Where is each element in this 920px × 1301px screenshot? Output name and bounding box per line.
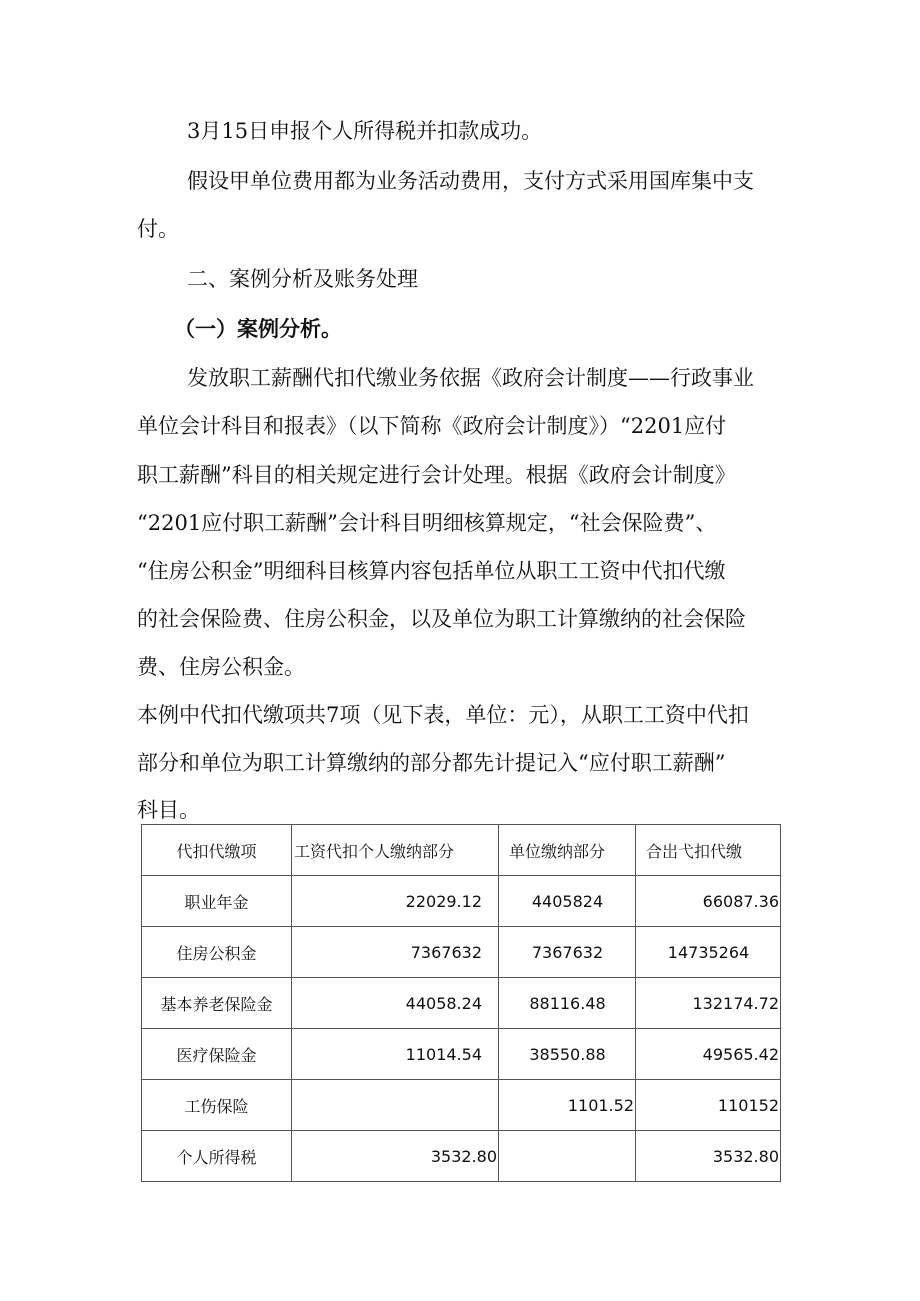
cell-item: 基本养老保险金 [142,978,292,1029]
header-total: 合岀弋扣代缴 [636,825,781,876]
cell-total: 110152 [636,1080,781,1131]
paragraph-example-line3: 科目。 [137,798,200,822]
cell-total: 14735264 [636,927,781,978]
cell-total: 66087.36 [636,876,781,927]
cell-personal: 7367632 [292,927,499,978]
cell-unit [499,1131,636,1182]
cell-personal: 22029.12 [292,876,499,927]
cell-total: 132174.72 [636,978,781,1029]
cell-unit: 4405824 [499,876,636,927]
cell-item: 医疗保险金 [142,1029,292,1080]
cell-item: 个人所得税 [142,1131,292,1182]
table-header-row [142,825,781,876]
cell-personal: 11014.54 [292,1029,499,1080]
table-row [142,978,781,1029]
paragraph-basis-line6: 的社会保险费、住房公积金，以及单位为职工计算缴纳的社会保险 [137,607,746,631]
withholding-table [141,824,781,1182]
cell-unit: 88116.48 [499,978,636,1029]
header-unit: 单位缴纳部分 [499,825,636,876]
table-row [142,1131,781,1182]
table-row [142,1080,781,1131]
cell-personal [292,1080,499,1131]
paragraph-example-line2: 部分和单位为职工计算缴纳的部分都先计提记入“应付职工薪酬” [137,751,726,775]
section-heading: 二、案例分析及账务处理 [187,267,418,291]
table-row [142,1029,781,1080]
paragraph-basis-line1: 发放职工薪酬代扣代缴业务依据《政府会计制度——行政事业 [187,366,754,390]
paragraph-basis-line3: 职工薪酬”科目的相关规定进行会计处理。根据《政府会计制度》 [137,463,736,487]
cell-unit: 7367632 [499,927,636,978]
cell-item: 职业年金 [142,876,292,927]
cell-unit: 38550.88 [499,1029,636,1080]
paragraph-tax-declaration: 3月15日申报个人所得税并扣款成功。 [187,119,543,143]
paragraph-example-line1: 本例中代扣代缴项共7项（见下表，单位：元），从职工工资中代扣 [137,703,749,727]
paragraph-basis-line5: “住房公积金”明细科目核算内容包括单位从职工工资中代扣代缴 [137,559,726,583]
header-item: 代扣代缴项 [142,825,292,876]
cell-total: 3532.80 [636,1131,781,1182]
cell-total: 49565.42 [636,1029,781,1080]
paragraph-assumption-line2: 付。 [137,217,179,241]
cell-unit: 1101.52 [499,1080,636,1131]
subsection-heading: （一）案例分析。 [174,316,342,341]
paragraph-basis-line7: 费、住房公积金。 [137,655,305,679]
paragraph-basis-line4: “2201应付职工薪酬”会计科目明细核算规定，“社会保险费”、 [137,511,717,535]
cell-personal: 3532.80 [292,1131,499,1182]
header-personal: 工资代扣个人缴纳部分 [292,825,499,876]
paragraph-basis-line2: 单位会计科目和报表》（以下简称《政府会计制度》）“2201应付 [137,414,727,438]
paragraph-assumption-line1: 假设甲单位费用都为业务活动费用，支付方式采用国库集中支 [187,169,754,193]
cell-personal: 44058.24 [292,978,499,1029]
table-row [142,876,781,927]
cell-item: 住房公积金 [142,927,292,978]
table-row [142,927,781,978]
cell-item: 工伤保险 [142,1080,292,1131]
